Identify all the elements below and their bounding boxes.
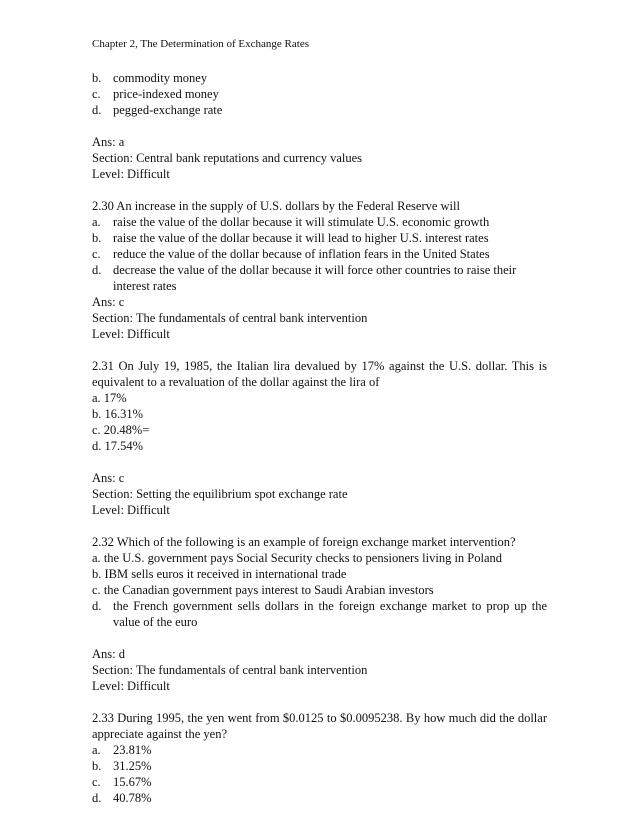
option-b (92, 758, 547, 774)
option-b (92, 566, 547, 582)
option-label: a. (92, 215, 101, 229)
option-c (92, 246, 547, 262)
option-d (92, 598, 547, 630)
option-text: raise the value of the dollar because it will lead to higher U.S. interest rates (113, 231, 489, 245)
option-label: a. (92, 551, 101, 565)
answer-line: Ans: c (92, 471, 125, 485)
option-c (92, 582, 547, 598)
answer-line: Ans: a (92, 135, 125, 149)
option-d (92, 262, 543, 294)
option-text: the U.S. government pays Social Security checks to pensioners living in Poland (103, 551, 503, 565)
option-label: d. (92, 103, 102, 117)
option-label: b. (92, 567, 102, 581)
option-text: 15.67% (113, 775, 152, 789)
option-b (92, 70, 547, 86)
option-text: decrease the value of the dollar because it will force other countries to raise their interest rates (113, 263, 517, 293)
level-line: Level: Difficult (92, 679, 170, 693)
option-text: raise the value of the dollar because it will stimulate U.S. economic growth (113, 215, 490, 229)
option-label: c. (92, 583, 101, 597)
page-header: Chapter 2, The Determination of Exchange Rates (92, 38, 309, 50)
section-line: Section: The fundamentals of central bank intervention (92, 311, 368, 325)
option-text: the Canadian government pays interest to Saudi Arabian investors (103, 583, 434, 597)
level-line: Level: Difficult (92, 503, 170, 517)
question-2-31: 2.31 On July 19, 1985, the Italian lira devalued by 17% against the U.S. dollar. This is equivalent to a revaluation of the dollar against the lira of (92, 359, 547, 389)
option-a: a. 17% (92, 391, 127, 405)
option-text: 40.78% (113, 791, 152, 805)
option-d (92, 102, 547, 118)
option-b (92, 230, 547, 246)
option-c (92, 86, 547, 102)
level-line: Level: Difficult (92, 167, 170, 181)
option-text: price-indexed money (113, 87, 219, 101)
option-text: IBM sells euros it received in international trade (104, 567, 347, 581)
option-a (92, 742, 547, 758)
option-c (92, 774, 547, 790)
question-2-32: 2.32 Which of the following is an example of foreign exchange market intervention? (92, 535, 516, 549)
option-label: d. (92, 263, 102, 277)
option-label: c. (92, 775, 101, 789)
option-a (92, 550, 547, 566)
question-2-30: 2.30 An increase in the supply of U.S. dollars by the Federal Reserve will (92, 199, 460, 213)
answer-line: Ans: c (92, 295, 125, 309)
option-text: the French government sells dollars in the foreign exchange market to prop up the value of the euro (113, 599, 547, 629)
option-b: b. 16.31% (92, 407, 144, 421)
section-line: Section: Setting the equilibrium spot exchange rate (92, 487, 348, 501)
option-label: c. (92, 247, 101, 261)
option-label: c. (92, 87, 101, 101)
option-d: d. 17.54% (92, 439, 144, 453)
page-content (92, 70, 547, 806)
option-label: b. (92, 231, 102, 245)
option-a (92, 214, 547, 230)
option-text: 31.25% (113, 759, 152, 773)
option-c: c. 20.48%= (92, 423, 150, 437)
option-label: d. (92, 599, 102, 613)
option-text: 23.81% (113, 743, 152, 757)
answer-line: Ans: d (92, 647, 125, 661)
option-d (92, 790, 547, 806)
option-label: d. (92, 791, 102, 805)
option-label: b. (92, 71, 102, 85)
question-2-33: 2.33 During 1995, the yen went from $0.0125 to $0.0095238. By how much did the dollar appreciate against the yen? (92, 711, 547, 741)
option-label: b. (92, 759, 102, 773)
option-text: pegged-exchange rate (113, 103, 223, 117)
section-line: Section: The fundamentals of central bank intervention (92, 663, 368, 677)
section-line: Section: Central bank reputations and currency values (92, 151, 363, 165)
level-line: Level: Difficult (92, 327, 170, 341)
option-label: a. (92, 743, 101, 757)
option-text: reduce the value of the dollar because of inflation fears in the United States (113, 247, 490, 261)
option-text: commodity money (113, 71, 208, 85)
